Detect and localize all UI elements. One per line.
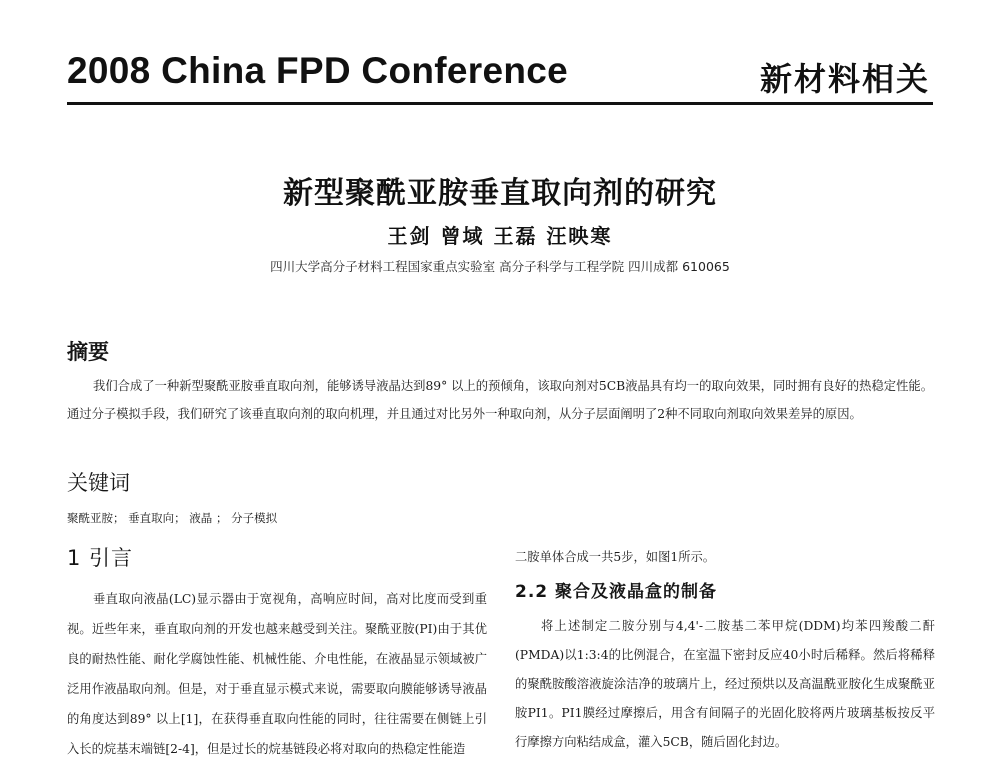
right-column-continuation: 二胺单体合成一共5步，如图1所示。 [515, 550, 716, 564]
abstract-heading: 摘要 [67, 340, 109, 364]
paper-authors: 王剑 曾域 王磊 汪映寒 [387, 224, 613, 248]
abstract-text: 我们合成了一种新型聚酰亚胺垂直取向剂，能够诱导液晶达到89° 以上的预倾角，该取向剂对5CB液晶具有均一的取向效果，同时拥有良好的热稳定性能。通过分子模拟手段，我们研究了该垂直取向剂的取向机理，并且通过对比另外一种取向剂，从分子层面阐明了2种不同取向剂取向效果差异的原因。 [67, 379, 933, 421]
paper-title: 新型聚酰亚胺垂直取向剂的研究 [283, 176, 717, 211]
section-category: 新材料相关 [759, 60, 930, 98]
keywords-heading: 关键词 [67, 471, 130, 495]
conference-name: 2008 China FPD Conference [67, 50, 568, 91]
keywords-text: 聚酰亚胺； 垂直取向； 液晶 ； 分子模拟 [67, 511, 278, 525]
section-2-2-heading: 2.2 聚合及液晶盒的制备 [515, 582, 718, 602]
header-rule [67, 102, 933, 105]
intro-text: 垂直取向液晶(LC)显示器由于宽视角，高响应时间，高对比度而受到重视。近些年来，垂直取向剂的开发也越来越受到关注。聚酰亚胺(PI)由于其优良的耐热性能、耐化学腐蚀性能、机械性能、介电性能，在液晶显示领域被广泛用作液晶取向剂。但是，对于垂直显示模式来说，需要取向膜能够诱导液晶的角度达到89° 以上[1]，在获得垂直取向性能的同时，往往需要在侧链上引入长的烷基末端链[2-4]，但是过长的烷基链段必将对取向的热稳定性能造 [67, 592, 487, 756]
intro-heading: 1 引言 [67, 546, 134, 570]
paper-affiliation: 四川大学高分子材料工程国家重点实验室 高分子科学与工程学院 四川成都 610065 [270, 259, 730, 274]
section-2-2-text: 将上述制定二胺分别与4,4'-二胺基二苯甲烷(DDM)均苯四羧酸二酐(PMDA)以1:3:4的比例混合，在室温下密封反应40小时后稀释。然后将稀释的聚酰胺酸溶液旋涂洁净的玻璃片上，经过预烘以及高温酰亚胺化生成聚酰亚胺PI1。PI1膜经过摩擦后，用含有间隔子的光固化胶将两片玻璃基板按反平行摩擦方向粘结成盒，灌入5CB，随后固化封边。 [515, 619, 935, 749]
